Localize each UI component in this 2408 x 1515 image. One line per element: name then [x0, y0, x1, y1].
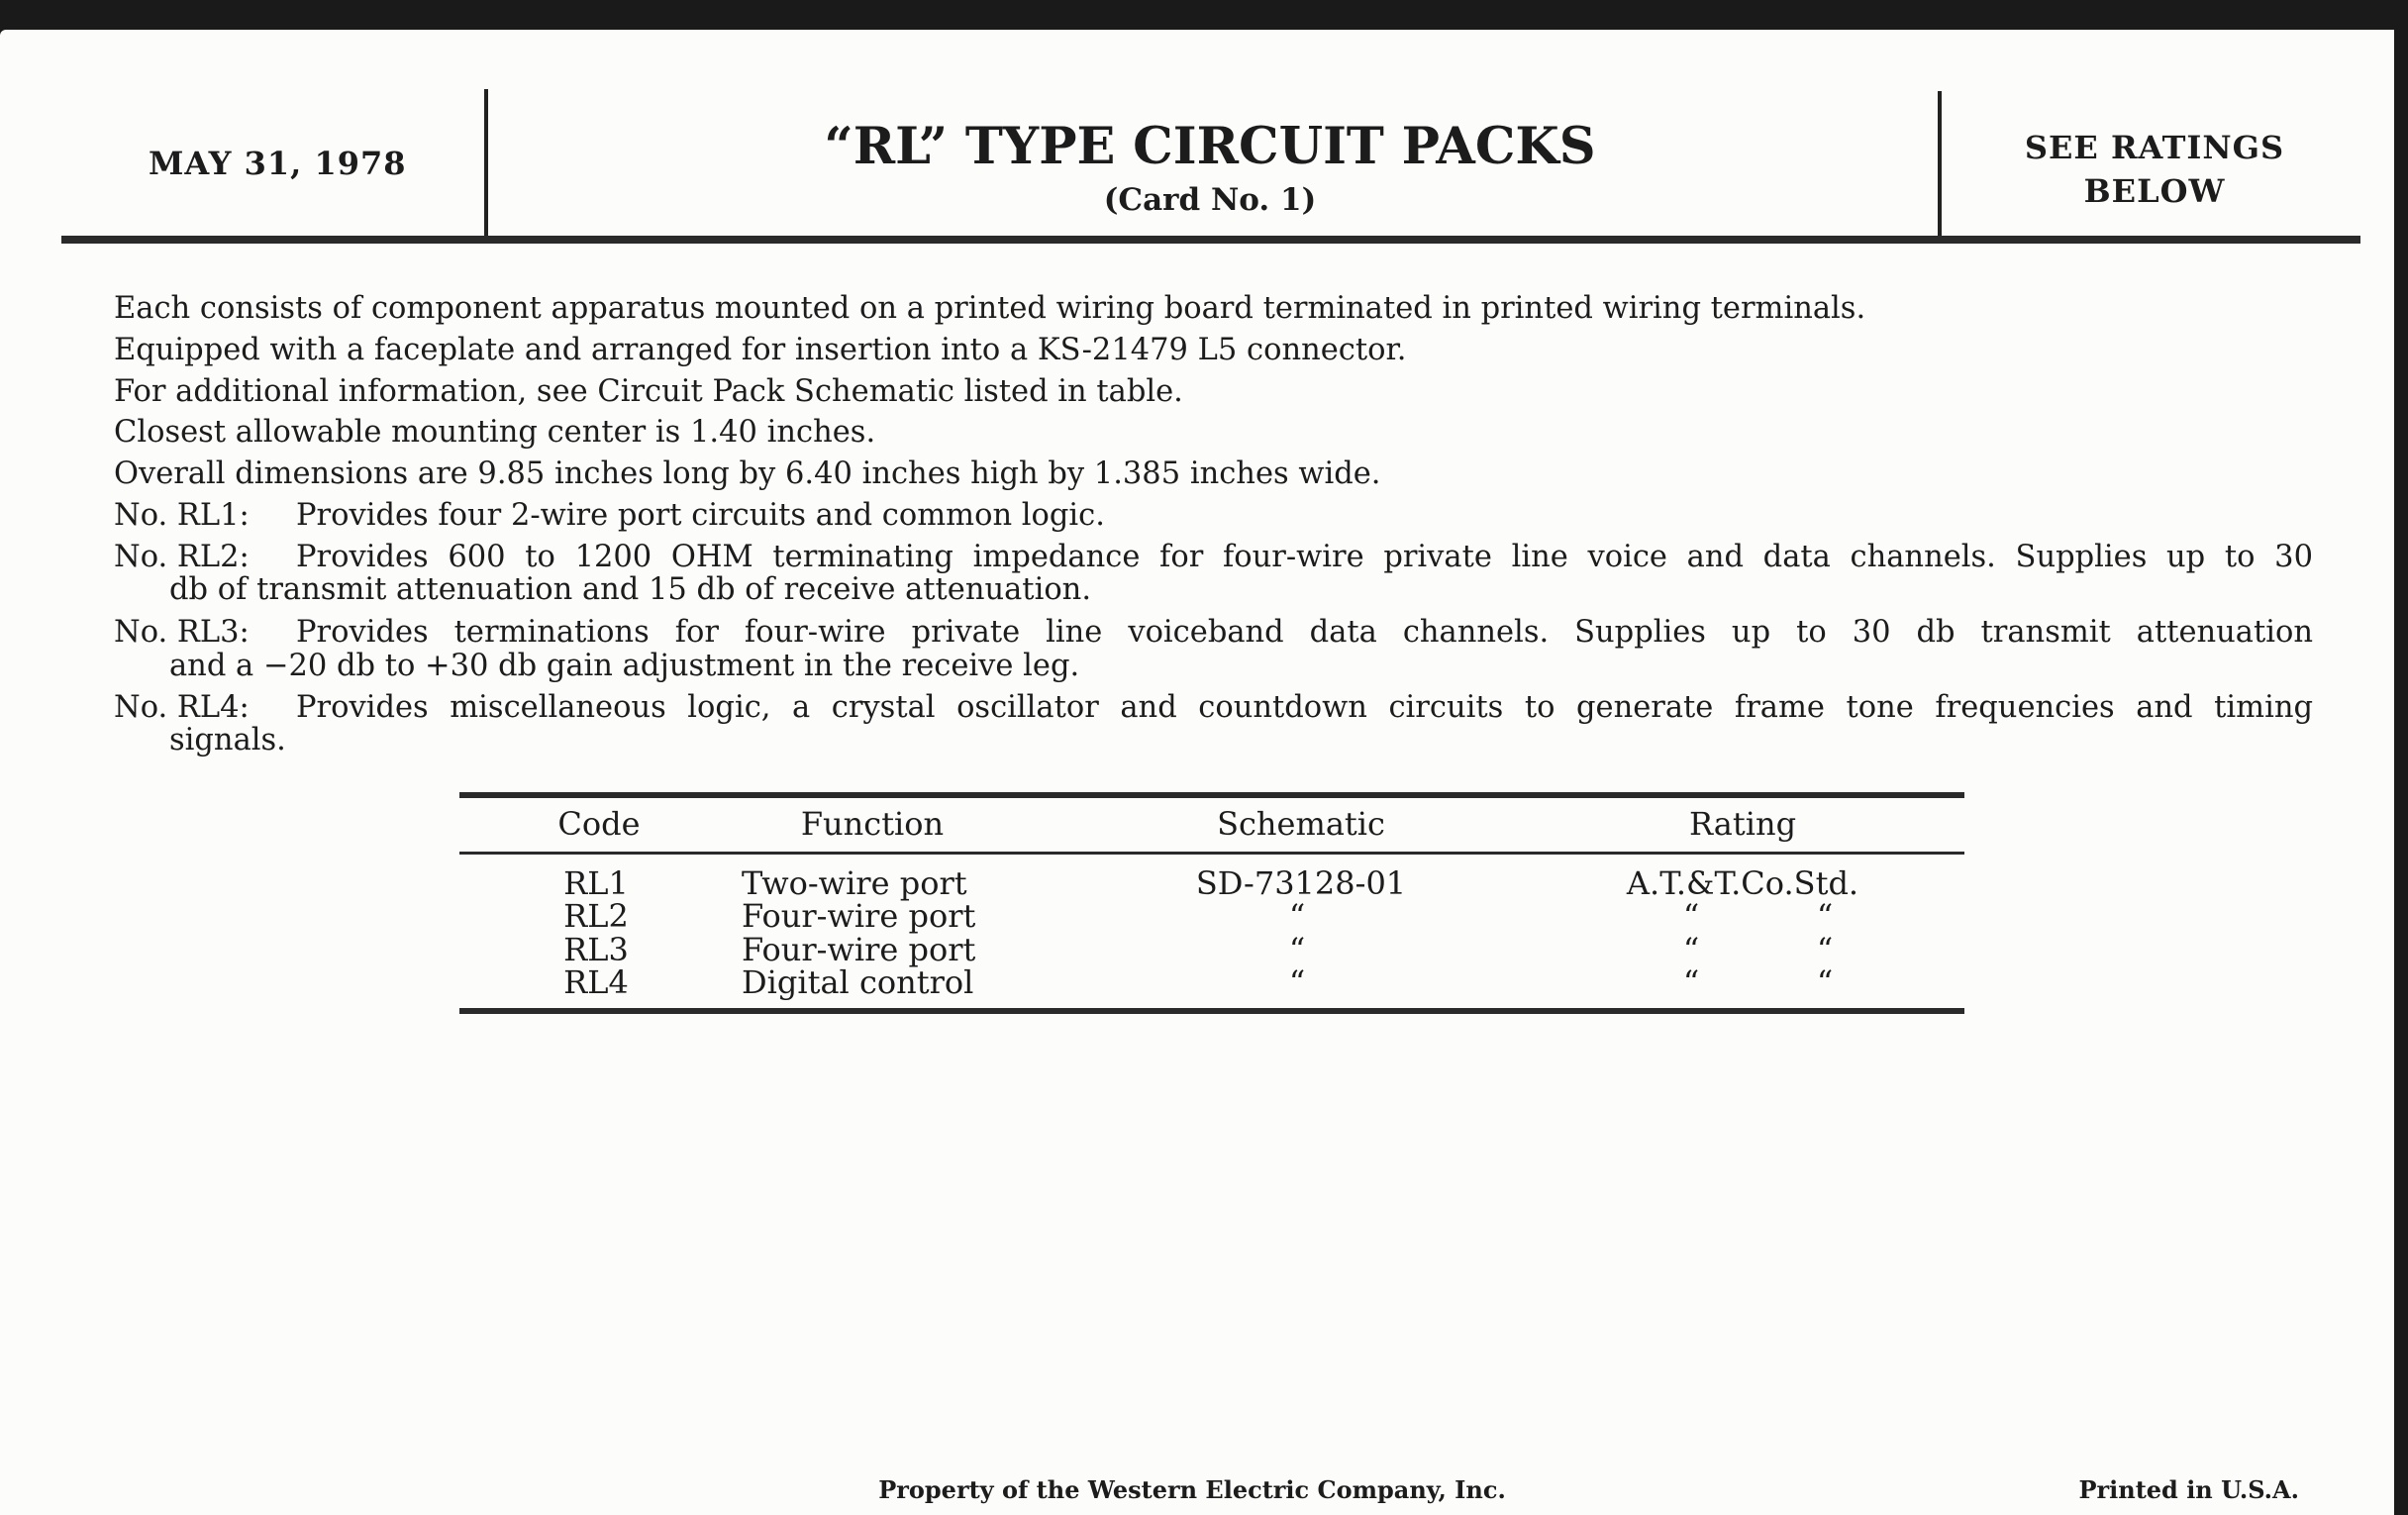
page-title: “RL” TYPE CIRCUIT PACKS	[824, 117, 1596, 176]
item-text: db of transmit attenuation and 15 db of receive attenuation.	[169, 572, 1092, 607]
item-label: No. RL3:	[114, 615, 250, 650]
rating-ditto: “	[1682, 897, 1700, 935]
schematic-ditto: “	[1288, 897, 1306, 935]
item-text: and a −20 db to +30 db gain adjustment in the receive leg.	[169, 649, 1080, 683]
rating-ditto: “	[1816, 963, 1834, 1001]
table-top-rule	[459, 792, 1964, 798]
header-divider	[1938, 91, 1942, 238]
item-label: No. RL2:	[114, 540, 250, 574]
schematic-ditto: “	[1288, 963, 1306, 1001]
column-header-schematic: Schematic	[1217, 805, 1385, 843]
description-line: For additional information, see Circuit Pack Schematic listed in table.	[114, 374, 1183, 409]
header-rule	[61, 236, 2360, 244]
column-header-function: Function	[800, 805, 945, 843]
item-text: Provides miscellaneous logic, a crystal oscillator and countdown circuits to generate frame tone frequencies and timing	[296, 690, 2313, 725]
code-cell: RL4	[563, 963, 629, 1001]
code-cell: RL1	[563, 864, 629, 902]
schematic-ditto: “	[1288, 931, 1306, 968]
column-header-code: Code	[557, 805, 641, 843]
function-cell: Four-wire port	[742, 897, 976, 935]
item-label: No. RL1:	[114, 498, 250, 533]
rating-ditto: “	[1816, 931, 1834, 968]
description-line: Closest allowable mounting center is 1.40 inches.	[114, 415, 876, 450]
rating-ditto: “	[1682, 931, 1700, 968]
rating-cell: A.T.&T.Co.Std.	[1626, 864, 1859, 902]
table-bottom-rule	[459, 1008, 1964, 1014]
column-header-rating: Rating	[1688, 805, 1797, 843]
ratings-note-line-1: SEE RATINGS	[2024, 129, 2285, 166]
item-text: signals.	[169, 723, 286, 758]
description-line: Overall dimensions are 9.85 inches long by 6.40 inches high by 1.385 inches wide.	[114, 456, 1381, 491]
item-label: No. RL4:	[114, 690, 250, 725]
code-cell: RL3	[563, 931, 629, 968]
printed-in-notice: Printed in U.S.A.	[2078, 1475, 2299, 1504]
rating-ditto: “	[1682, 963, 1700, 1001]
index-card	[0, 30, 2394, 1515]
function-cell: Digital control	[742, 963, 974, 1001]
table-header-rule	[459, 852, 1964, 855]
date: MAY 31, 1978	[149, 145, 407, 182]
card-number: (Card No. 1)	[1103, 182, 1317, 218]
description-line: Each consists of component apparatus mounted on a printed wiring board terminated in printed wiring terminals.	[114, 291, 1866, 326]
schematic-cell: SD-73128-01	[1195, 864, 1407, 902]
code-cell: RL2	[563, 897, 629, 935]
item-text: Provides terminations for four-wire private line voiceband data channels. Supplies up to 30 db transmit attenuation	[296, 615, 2313, 650]
ratings-note-line-2: BELOW	[2083, 172, 2226, 210]
header-divider	[484, 89, 488, 238]
function-cell: Four-wire port	[742, 931, 976, 968]
property-notice: Property of the Western Electric Company, Inc.	[878, 1475, 1506, 1504]
description-line: Equipped with a faceplate and arranged for insertion into a KS-21479 L5 connector.	[114, 333, 1407, 367]
item-text: Provides 600 to 1200 OHM terminating impedance for four-wire private line voice and data channels. Supplies up to 30	[296, 540, 2313, 574]
item-text: Provides four 2-wire port circuits and common logic.	[296, 498, 1105, 533]
function-cell: Two-wire port	[742, 864, 967, 902]
rating-ditto: “	[1816, 897, 1834, 935]
